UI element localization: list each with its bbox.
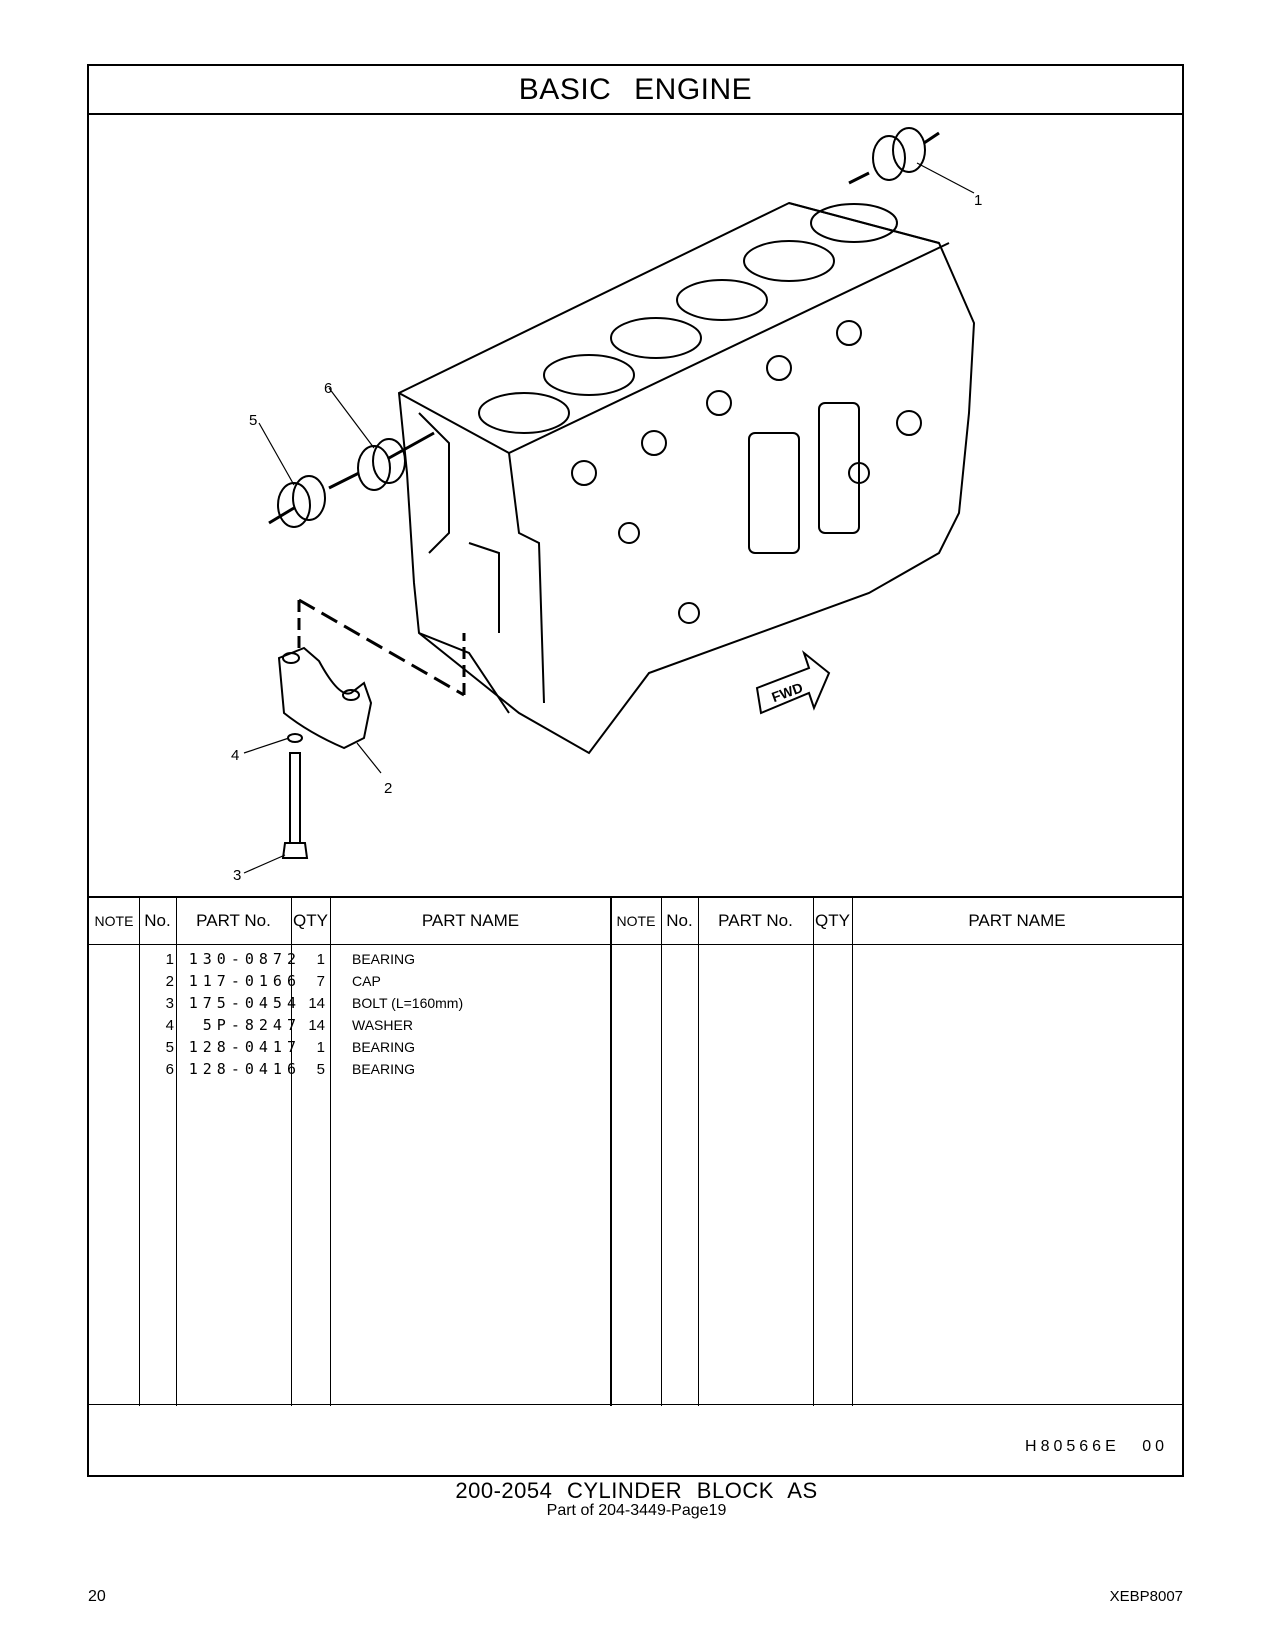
- col-header-partno-right: PART No.: [718, 911, 793, 930]
- caption: [0, 1478, 1273, 1520]
- callout-6: 6: [324, 380, 333, 397]
- bolt-3-icon: [244, 753, 307, 873]
- row-no: 6: [165, 1061, 174, 1078]
- row-part-name: CAP: [352, 973, 381, 989]
- row-part-name: BEARING: [352, 1061, 416, 1077]
- table-row: [89, 1014, 1182, 1037]
- table-row: [89, 1036, 1182, 1059]
- col-header-no-left: No.: [144, 911, 171, 930]
- row-no: 5: [165, 1039, 174, 1056]
- row-part-name: WASHER: [352, 1017, 413, 1033]
- col-header-note-right: NOTE: [616, 913, 656, 929]
- bearing-5-icon: [259, 423, 359, 527]
- illustration-code: H80566E 00: [1025, 1438, 1168, 1455]
- parts-table: [89, 896, 1182, 1406]
- page-title: BASIC ENGINE: [89, 66, 1182, 115]
- row-part-no: 175-0454: [188, 994, 301, 1012]
- parts-page-frame: [87, 64, 1184, 1477]
- row-part-no: 130-0872: [188, 950, 301, 968]
- engine-block-illustration: [89, 113, 1182, 896]
- washer-4-icon: [244, 734, 302, 753]
- row-qty: 14: [308, 1017, 325, 1034]
- row-no: 1: [165, 951, 174, 968]
- col-header-partno-left: PART No.: [196, 911, 271, 930]
- row-qty: 14: [308, 995, 325, 1012]
- row-qty: 5: [316, 1061, 325, 1078]
- table-row: [89, 948, 1182, 971]
- table-bottom-border: [89, 1404, 1182, 1405]
- row-part-name: BEARING: [352, 1039, 416, 1055]
- row-qty: 1: [316, 1039, 325, 1056]
- row-no: 2: [165, 973, 174, 990]
- document-reference: XEBP8007: [1109, 1588, 1183, 1605]
- caption-title: 200-2054 CYLINDER BLOCK AS: [455, 1478, 818, 1503]
- cylinder-block-icon: [399, 203, 974, 753]
- header-divider: [89, 944, 1182, 945]
- row-part-no: 128-0417: [188, 1038, 301, 1056]
- row-part-no: 5P-8247: [202, 1016, 301, 1034]
- callout-4: 4: [231, 747, 240, 764]
- row-part-no: 128-0416: [188, 1060, 301, 1078]
- row-part-name: BEARING: [352, 951, 416, 967]
- callout-1: 1: [974, 192, 983, 209]
- callout-3: 3: [233, 867, 242, 884]
- row-no: 3: [165, 995, 174, 1012]
- table-row: [89, 992, 1182, 1015]
- row-qty: 7: [316, 973, 325, 990]
- row-no: 4: [165, 1017, 174, 1034]
- col-header-partname-left: PART NAME: [421, 911, 520, 930]
- row-part-no: 117-0166: [188, 972, 301, 990]
- cap-2-icon: [279, 648, 381, 773]
- col-header-note-left: NOTE: [94, 913, 134, 929]
- caption-subtitle: Part of 204-3449-Page19: [546, 1502, 727, 1519]
- table-row: [89, 1058, 1182, 1081]
- row-part-name: BOLT (L=160mm): [352, 995, 464, 1011]
- callout-5: 5: [249, 412, 258, 429]
- col-header-partname-right: PART NAME: [968, 911, 1066, 930]
- row-qty: 1: [316, 951, 325, 968]
- col-header-qty-right: QTY: [815, 911, 850, 930]
- exploded-view-drawing: [89, 113, 1182, 896]
- col-header-no-right: No.: [666, 911, 693, 930]
- fwd-label: FWD: [769, 679, 805, 706]
- col-header-qty-left: QTY: [293, 911, 328, 930]
- callout-2: 2: [384, 780, 393, 797]
- bearing-1-icon: [849, 128, 974, 193]
- table-row: [89, 970, 1182, 993]
- page-number: 20: [88, 1588, 106, 1605]
